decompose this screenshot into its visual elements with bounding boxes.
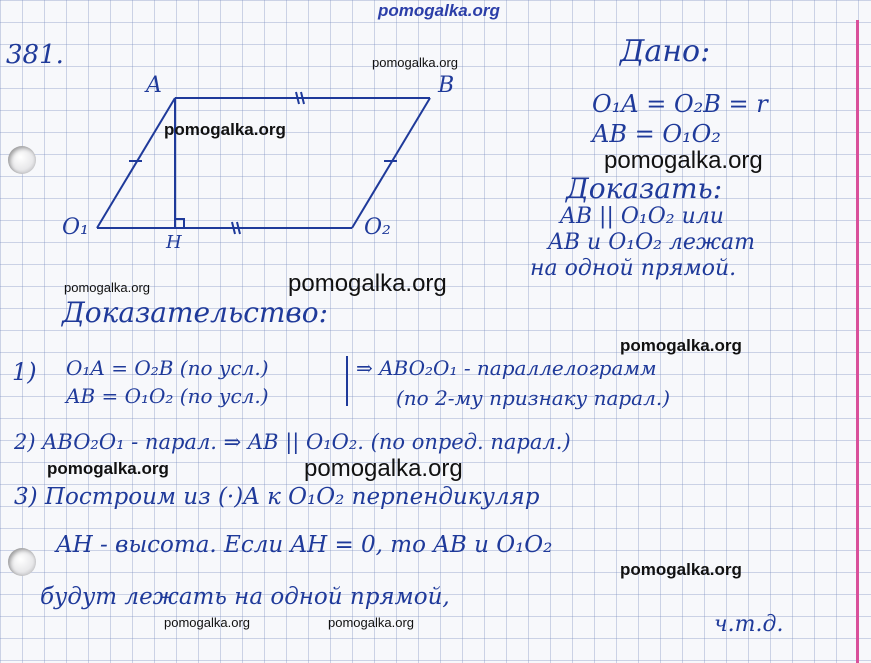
step1-result-1: ⇒ ABO₂O₁ - параллелограмм — [356, 356, 657, 380]
label-h: H — [166, 232, 182, 253]
side-o1a — [97, 98, 175, 228]
step1-brace — [346, 356, 348, 406]
given-line-1: O₁A = O₂B = r — [592, 90, 768, 118]
watermark: pomogalka.org — [64, 280, 150, 295]
step1-number: 1) — [12, 358, 37, 386]
prove-line-2: AB и O₁O₂ лежат — [548, 230, 755, 255]
watermark: pomogalka.org — [164, 615, 250, 630]
step3-line-2: AH - высота. Если AH = 0, то AB и O₁O₂ — [56, 532, 553, 558]
label-a: A — [146, 73, 162, 98]
step1-line-2: AB = O₁O₂ (по усл.) — [66, 384, 269, 408]
step1-result-2: (по 2-му признаку парал.) — [396, 386, 671, 410]
watermark: pomogalka.org — [620, 336, 742, 355]
label-o1: O₁ — [62, 215, 89, 240]
watermark: pomogalka.org — [372, 55, 458, 70]
given-heading: Дано: — [620, 34, 711, 69]
step3-line-1: 3) Построим из (·)A к O₁O₂ перпендикуляр — [14, 484, 540, 510]
prove-heading: Доказать: — [566, 172, 723, 205]
label-b: B — [438, 73, 455, 98]
right-angle-mark — [175, 219, 184, 228]
side-bo2 — [352, 98, 430, 228]
watermark: pomogalka.org — [47, 459, 169, 478]
qed: ч.т.д. — [714, 612, 784, 637]
watermark: pomogalka.org — [620, 560, 742, 579]
prove-line-1: AB || O₁O₂ или — [560, 204, 724, 229]
watermark: pomogalka.org — [288, 270, 447, 297]
header-watermark: pomogalka.org — [378, 1, 500, 20]
given-line-2: AB = O₁O₂ — [592, 120, 721, 148]
step2-line: 2) ABO₂O₁ - парал. ⇒ AB || O₁O₂. (по опред. парал.) — [14, 430, 571, 454]
label-o2: O₂ — [364, 215, 391, 240]
watermark: pomogalka.org — [328, 615, 414, 630]
watermark: pomogalka.org — [164, 120, 286, 139]
prove-line-3: на одной прямой. — [530, 256, 737, 281]
step1-line-1: O₁A = O₂B (по усл.) — [66, 356, 269, 380]
watermark: pomogalka.org — [604, 147, 763, 174]
proof-heading: Доказательство: — [62, 296, 329, 329]
step3-line-3: будут лежать на одной прямой, — [40, 584, 450, 610]
problem-number: 381. — [6, 40, 64, 70]
watermark: pomogalka.org — [304, 455, 463, 482]
